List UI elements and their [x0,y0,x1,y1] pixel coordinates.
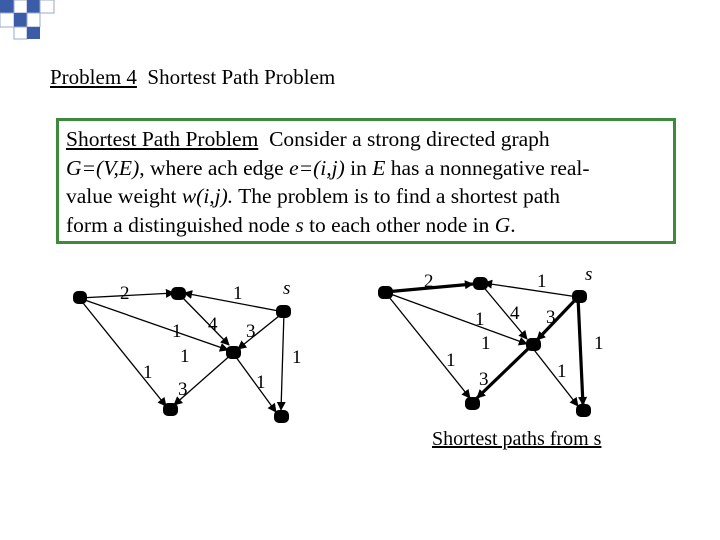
edge-label: 1 [594,333,604,354]
edge [79,298,166,406]
edge-label: 1 [256,372,266,393]
edge-label: 1 [475,309,485,330]
graph-node [576,404,591,417]
edge [484,283,578,297]
definition-text-4: has a nonnegative real- [385,155,590,180]
edge-label: 4 [208,314,218,335]
header-title: Shortest Path Problem [147,65,336,89]
graph-right [378,264,604,417]
edge [578,297,583,405]
source-notation: s [295,212,304,237]
edge [179,294,229,345]
graph-left [73,278,302,423]
definition-text-5: value weight [66,184,182,208]
edge-label: 1 [172,321,182,342]
edge-label: 1 [557,361,567,382]
graph-node [171,287,186,300]
definition-text-7: form a distinguished node [66,212,296,237]
edge [531,346,578,406]
graph-node [465,397,480,410]
graph-node [274,410,289,423]
edge-label: 3 [246,321,256,342]
header-prefix: Problem 4 [50,65,137,89]
edge [281,312,284,410]
definition-term: Shortest Path Problem [66,127,259,151]
definition-text-8: to each other node in [303,212,495,237]
edge [238,312,284,349]
graph-node [378,286,393,299]
graph-node [572,290,587,303]
weight-notation: w(i,j). [181,184,234,208]
definition-text-2: , where ach edge [139,155,290,180]
graph-notation: G=(V,E) [66,155,140,180]
definition-text-3: in [344,155,373,180]
edge-label: 1 [143,362,153,383]
edge [537,297,578,340]
edge [481,284,527,339]
edge-label: 1 [446,350,456,371]
edge-label: 3 [178,379,188,400]
definition-text-1: Consider a strong directed graph [269,127,550,151]
graph-node [73,291,87,304]
edge-label: 2 [120,283,130,304]
graph-name-notation: G [494,212,511,237]
graph-node [473,277,488,290]
edge [233,353,276,412]
source-label: s [585,264,593,285]
graph-node [526,338,541,351]
edge-set-notation: E [372,155,386,180]
edge-label: 1 [180,346,190,367]
graph-node [226,346,241,359]
edge-notation: e=(i,j) [289,155,345,180]
edge-label: 1 [537,271,547,292]
graph-node [276,305,291,318]
caption: Shortest paths from s [432,428,602,450]
edge-label: 1 [292,347,302,368]
edge-label: 3 [479,369,489,390]
edge-label: 2 [424,271,434,292]
graph-node [163,403,178,416]
edge-label: 4 [510,303,520,324]
definition-text-9: . [510,212,516,237]
edge [79,298,228,350]
source-label: s [283,278,291,299]
definition-text-6: The problem is to find a shortest path [233,184,561,208]
edge-label: 1 [233,283,243,304]
edge-label: 3 [546,307,556,328]
edge-label: 1 [481,333,491,354]
